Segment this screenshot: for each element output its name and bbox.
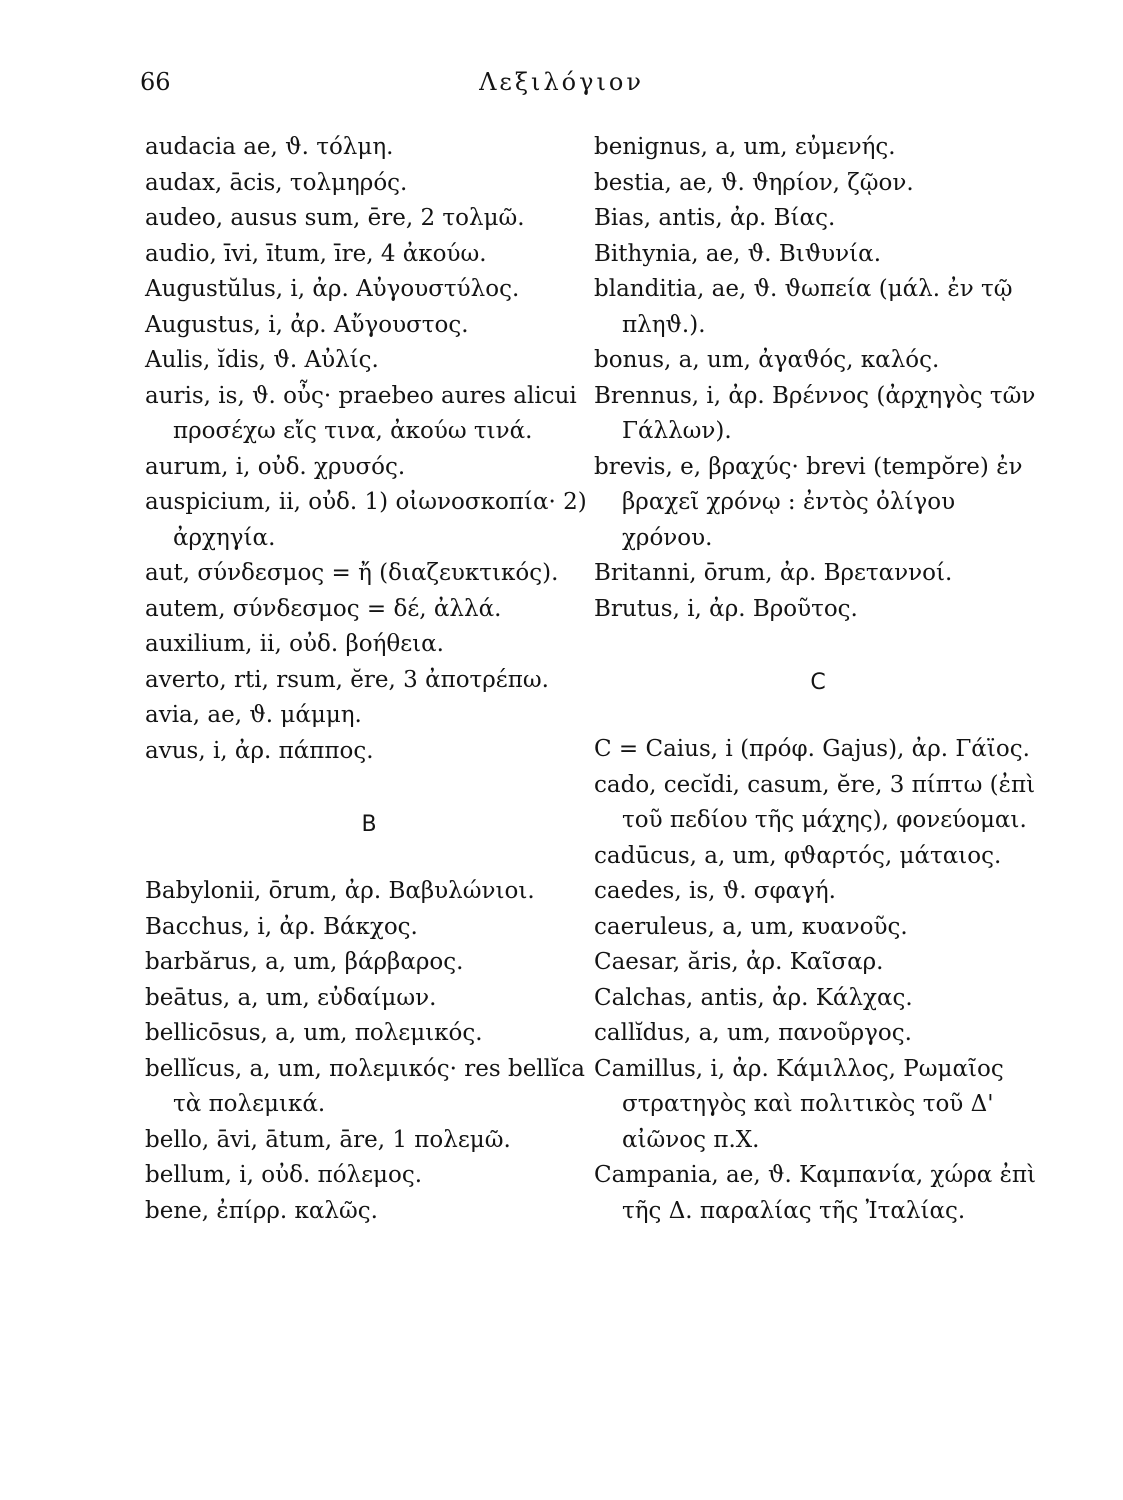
- section-heading-c: C: [810, 670, 826, 695]
- entry-bellicus: bellĭcus, a, um, πολεμικός· res bellĭca τὰ πολεμικά.: [145, 1055, 585, 1117]
- entry-avus: avus, i, ἀρ. πάππος.: [145, 737, 374, 764]
- entry-caesar: Caesar, ăris, ἀρ. Καῖσαρ.: [594, 949, 884, 975]
- entry-auxilium: auxilium, ii, οὐδ. βοήθεια.: [145, 631, 444, 657]
- entry-caeruleus: caeruleus, a, um, κυανοῦς.: [594, 913, 908, 940]
- entry-auris: auris, is, ϑ. οὖς· praebeo aures alicui προσέχω εἴς τινα, ἀκούω τινά.: [145, 382, 577, 444]
- entry-aulis: Aulis, ĭdis, ϑ. Αὐλίς.: [145, 347, 379, 373]
- entry-bacchus: Bacchus, i, ἀρ. Βάκχος.: [145, 913, 418, 940]
- entry-bellicosus: bellicōsus, a, um, πολεμικός.: [145, 1020, 483, 1046]
- entry-babylonii: Babylonii, ōrum, ἀρ. Βαβυλώνιοι.: [145, 878, 535, 904]
- running-title: Λεξιλόγιον: [479, 68, 644, 96]
- entry-autem: autem, σύνδεσμος = δέ, ἀλλά.: [145, 595, 502, 622]
- entry-augustus: Augustus, i, ἀρ. Αὔγουστος.: [145, 311, 469, 338]
- entry-beatus: beātus, a, um, εὐδαίμων.: [145, 984, 437, 1011]
- page-number: 66: [140, 68, 171, 96]
- entry-brutus: Brutus, i, ἀρ. Βροῦτος.: [594, 595, 858, 622]
- entry-audio: audio, īvi, ītum, īre, 4 ἀκούω.: [145, 240, 487, 267]
- entry-averto: averto, rti, rsum, ĕre, 3 ἀποτρέπω.: [145, 666, 549, 693]
- entry-audeo: audeo, ausus sum, ēre, 2 τολμῶ.: [145, 205, 525, 231]
- entry-bias: Bias, antis, ἀρ. Βίας.: [594, 205, 836, 231]
- entry-avia: avia, ae, ϑ. μάμμη.: [145, 702, 362, 728]
- left-column: [145, 130, 593, 1229]
- entry-bellum: bellum, i, οὐδ. πόλεμος.: [145, 1162, 423, 1188]
- entry-caius: C = Caius, i (πρόφ. Gajus), ἀρ. Γάϊος.: [594, 736, 1030, 762]
- entry-brevis: brevis, e, βραχύς· brevi (tempŏre) ἐν βραχεῖ χρόνῳ : ἐντὸς ὀλίγου χρόνου.: [594, 453, 1023, 551]
- entry-brennus: Brennus, i, ἀρ. Βρέννος (ἀρχηγὸς τῶν Γάλλων).: [594, 382, 1036, 444]
- entry-aurum: aurum, i, οὐδ. χρυσός.: [145, 453, 406, 480]
- entry-bene: bene, ἐπίρρ. καλῶς.: [145, 1197, 378, 1224]
- section-heading-b: B: [361, 812, 377, 837]
- entry-augustulus: Augustŭlus, i, ἀρ. Αὐγουστύλος.: [145, 276, 520, 302]
- entry-audax: audax, ācis, τολμηρός.: [145, 169, 408, 196]
- entry-camillus: Camillus, i, ἀρ. Κάμιλλος, Ρωμαῖος στρατηγὸς καὶ πολιτικὸς τοῦ Δ' αἰῶνος π.Χ.: [594, 1055, 1004, 1153]
- entry-benignus: benignus, a, um, εὐμενής.: [594, 134, 896, 160]
- entry-callidus: callĭdus, a, um, πανοῦργος.: [594, 1020, 912, 1046]
- entry-bonus: bonus, a, um, ἀγαϑός, καλός.: [594, 347, 940, 373]
- entry-auspicium: auspicium, ii, οὐδ. 1) οἰωνοσκοπία· 2) ἀρχηγία.: [145, 489, 587, 551]
- entry-audacia: audacia ae, ϑ. τόλμη.: [145, 134, 394, 160]
- entry-bestia: bestia, ae, ϑ. ϑηρίον, ζῷον.: [594, 169, 914, 196]
- entry-blanditia: blanditia, ae, ϑ. ϑωπεία (μάλ. ἐν τῷ πληϑ.).: [594, 276, 1013, 338]
- right-column: [594, 130, 1042, 1229]
- entry-barbarus: barbărus, a, um, βάρβαρος.: [145, 949, 464, 975]
- entry-britanni: Britanni, ōrum, ἀρ. Βρεταννοί.: [594, 560, 953, 586]
- entry-bello: bello, āvi, ātum, āre, 1 πολεμῶ.: [145, 1126, 511, 1153]
- entry-aut: aut, σύνδεσμος = ἤ (διαζευκτικός).: [145, 560, 559, 586]
- entry-cado: cado, cecĭdi, casum, ĕre, 3 πίπτω (ἐπὶ τοῦ πεδίου τῆς μάχης), φονεύομαι.: [594, 771, 1036, 833]
- entry-campania: Campania, ae, ϑ. Καμπανία, χώρα ἐπὶ τῆς Δ. παραλίας τῆς Ἰταλίας.: [594, 1162, 1037, 1224]
- entry-caedes: caedes, is, ϑ. σφαγή.: [594, 878, 836, 904]
- entry-caducus: cadūcus, a, um, φϑαρτός, μάταιος.: [594, 842, 1002, 869]
- entry-bithynia: Bithynia, ae, ϑ. Βιϑυνία.: [594, 240, 882, 267]
- entry-calchas: Calchas, antis, ἀρ. Κάλχας.: [594, 984, 913, 1011]
